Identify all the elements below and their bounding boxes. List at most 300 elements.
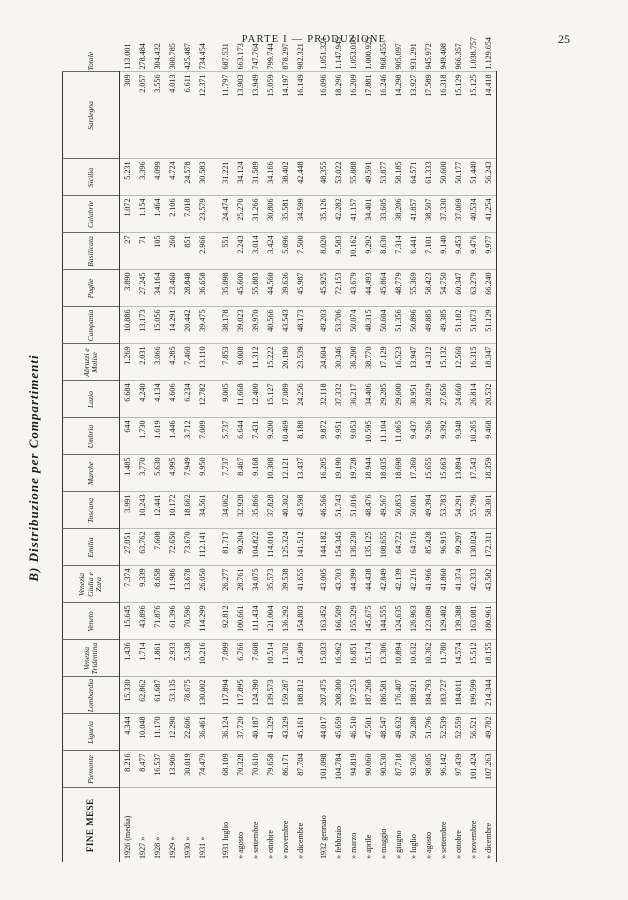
column-header: Calabrie: [63, 196, 120, 233]
table-cell: 48.779: [391, 270, 406, 307]
column-header: Lazio: [63, 381, 120, 418]
table-cell: 48.547: [376, 714, 391, 751]
table-cell: 63.279: [466, 270, 481, 307]
table-cell: 24.604: [316, 344, 331, 381]
table-cell: 41.374: [451, 566, 466, 603]
table-cell: 125.324: [278, 529, 293, 566]
table-cell: 108.655: [376, 529, 391, 566]
column-header: Sicilia: [63, 159, 120, 196]
page-number: 25: [558, 32, 570, 46]
table-cell: 53.022: [331, 159, 346, 196]
table-cell: 10.162: [346, 233, 361, 270]
table-cell: 43.543: [278, 307, 293, 344]
table-cell: 4.134: [150, 381, 165, 418]
table-cell: 10.265: [466, 418, 481, 455]
table-cell: 90.060: [361, 751, 376, 788]
table-cell: 39.023: [233, 307, 248, 344]
table-cell: 107.263: [481, 751, 497, 788]
table-cell: 92.812: [218, 603, 233, 640]
row-label: » giugno: [391, 788, 406, 862]
table-cell: 2.243: [233, 233, 248, 270]
table-cell: 34.166: [263, 159, 278, 196]
table-cell: 208.300: [331, 677, 346, 714]
table-cell: 126.963: [406, 603, 421, 640]
table-cell: 1.269: [120, 344, 136, 381]
table-cell: 12.371: [195, 72, 210, 159]
table-cell: 3.424: [263, 233, 278, 270]
table-cell: 16.246: [376, 72, 391, 159]
table-cell: 18.698: [391, 455, 406, 492]
table-cell: 55.369: [406, 270, 421, 307]
table-cell: 9.200: [263, 418, 278, 455]
table-cell: 2.106: [165, 196, 180, 233]
table-cell: 64.716: [406, 529, 421, 566]
table-cell: 8.477: [135, 751, 150, 788]
table-cell: 43.598: [293, 492, 308, 529]
table-cell: 45.987: [293, 270, 308, 307]
table-row: » settembre 70.610 40.187 124.390 7.608 111.434 34.075 104.822 35.866 9.168 7.431 12.400 11.312 39.970 55.883 3.014 31.266 31.589 13.949 747.764: [248, 72, 263, 862]
table-cell: 52.559: [451, 714, 466, 751]
table-cell: 11.702: [278, 640, 293, 677]
table-cell: 41.857: [406, 196, 421, 233]
table-cell: 14.197: [278, 72, 293, 159]
table-cell: 144.555: [376, 603, 391, 640]
table-cell: 25.270: [233, 196, 248, 233]
table-cell: 12.560: [451, 344, 466, 381]
table-cell: 10.172: [165, 492, 180, 529]
table-cell: 37.069: [451, 196, 466, 233]
table-row: » aprile 90.060 47.501 187.268 15.174 145.675 44.438 135.125 48.476 18.944 10.595 34.406 38.770 48.315 44.493 9.292 34.401 49.591 17.881 1.000.925: [361, 72, 376, 862]
table-cell: 2.031: [135, 344, 150, 381]
table-cell: 93.706: [406, 751, 421, 788]
table-cell: 15.655: [421, 455, 436, 492]
row-label: 1926 (media): [120, 788, 136, 862]
table-cell: 15.059: [263, 72, 278, 159]
table-cell: 52.539: [436, 714, 451, 751]
table-cell: 8.216: [120, 751, 136, 788]
table-cell: 39.970: [248, 307, 263, 344]
table-row: » ottobre 97.439 52.559 184.011 14.574 139.388 41.374 99.297 54.291 13.894 9.348 24.660 12.560 51.182 60.347 9.453 37.069 50.177 15.129 966.357: [451, 72, 466, 862]
table-row: » ottobre 79.658 41.329 139.573 10.514 121.004 35.573 114.010 37.828 10.308 9.200 15.127 15.222 40.566 44.560 3.424 30.806 34.166 15.059 799.744: [263, 72, 278, 862]
row-label: 1931 luglio: [218, 788, 233, 862]
table-cell: 40.302: [278, 492, 293, 529]
table-cell: 41.329: [263, 714, 278, 751]
table-row: 1932 gennaio 101.098 44.017 207.475 15.033 163.452 43.005 144.182 46.566 16.205 9.872 32.118 24.604 49.203 45.925 8.020 35.126 48.355 16.096 1.051.321: [316, 72, 331, 862]
table-cell: 4.240: [135, 381, 150, 418]
table-cell: 44.438: [361, 566, 376, 603]
row-label: » settembre: [436, 788, 451, 862]
table-cell: 4.344: [120, 714, 136, 751]
table-cell: 5.231: [120, 159, 136, 196]
table-cell: 54.750: [436, 270, 451, 307]
column-header: Emilia: [63, 529, 120, 566]
table-cell: 13.110: [195, 344, 210, 381]
row-label: 1930 »: [180, 788, 195, 862]
table-cell: 36.200: [346, 344, 361, 381]
table-cell: 7.853: [218, 344, 233, 381]
table-cell: 71: [135, 233, 150, 270]
table-cell: 42.282: [331, 196, 346, 233]
table-cell: 43.679: [346, 270, 361, 307]
table-row: 1928 » 16.537 11.170 61.687 1.861 71.876 8.658 7.608 12.441 5.630 1.619 4.134 3.066 15.056 34.164 105 1.464 4.099 3.556 304.432: [150, 72, 165, 862]
table-cell: 45.925: [316, 270, 331, 307]
table-cell: 10.514: [263, 640, 278, 677]
table-row: » dicembre 107.263 49.782 214.344 18.155 180.961 43.582 172.311 58.301 18.359 9.468 20.532 18.347 51.129 66.240 9.977 41.254 56.243 14.418 1.129.654: [481, 72, 497, 862]
table-cell: 17.543: [466, 455, 481, 492]
table-row: » marzo 94.819 46.510 197.253 16.851 155.329 44.399 136.230 51.016 19.728 9.053 36.217 36.200 50.074 43.679 10.162 41.157 55.888 16.209 1.053.016: [346, 72, 361, 862]
table-cell: 27.245: [135, 270, 150, 307]
table-cell: 34.124: [233, 159, 248, 196]
row-label: 1929 »: [165, 788, 180, 862]
table-cell: 163.081: [466, 603, 481, 640]
table-cell: 50.288: [406, 714, 421, 751]
table-cell: 11.104: [376, 418, 391, 455]
table-cell: 172.311: [481, 529, 497, 566]
table-cell: 58.423: [421, 270, 436, 307]
column-header: Liguria: [63, 714, 120, 751]
table-cell: 644: [120, 418, 136, 455]
table-cell: 1.436: [120, 640, 136, 677]
table-cell: 15.056: [150, 307, 165, 344]
table-cell: 66.240: [481, 270, 497, 307]
table-cell: 78.675: [180, 677, 195, 714]
table-cell: 6.644: [233, 418, 248, 455]
table-cell: 16.315: [466, 344, 481, 381]
table-cell: 70.328: [233, 751, 248, 788]
column-header: Abruzzi e Molise: [63, 344, 120, 381]
table-cell: 1.861: [150, 640, 165, 677]
table-cell: 100.661: [233, 603, 248, 640]
table-cell: 17.129: [376, 344, 391, 381]
table-cell: 154.345: [331, 529, 346, 566]
table-row: 1931 luglio 68.109 36.124 117.894 7.099 92.812 26.277 81.717 34.062 7.737 5.737 9.005 7.853 38.178 35.098 551 24.474 31.221 11.797 687.531: [218, 72, 233, 862]
table-cell: 16.962: [331, 640, 346, 677]
table-cell: 37.828: [263, 492, 278, 529]
table-cell: 139.573: [263, 677, 278, 714]
table-cell: 34.401: [361, 196, 376, 233]
table-cell: 49.567: [376, 492, 391, 529]
table-cell: 11.986: [165, 566, 180, 603]
table-cell: 129.402: [436, 603, 451, 640]
table-cell: 9.168: [248, 455, 263, 492]
table-cell: 45.161: [293, 714, 308, 751]
table-cell: 60.347: [451, 270, 466, 307]
table-cell: 10.894: [391, 640, 406, 677]
table-cell: 187.268: [361, 677, 376, 714]
table-cell: 13.437: [293, 455, 308, 492]
table-cell: 49.385: [436, 307, 451, 344]
table-cell: 56.521: [466, 714, 481, 751]
table-cell: 44.399: [346, 566, 361, 603]
table-cell: 309: [120, 72, 136, 159]
table-cell: 9.951: [331, 418, 346, 455]
table-cell: 23.579: [195, 196, 210, 233]
table-cell: 13.906: [165, 751, 180, 788]
table-cell: 101.098: [316, 751, 331, 788]
row-label: » novembre: [466, 788, 481, 862]
running-head-title: PARTE I — PRODUZIONE: [241, 34, 387, 45]
table-cell: 16.205: [316, 455, 331, 492]
table-cell: 130.024: [466, 529, 481, 566]
table-cell: 8.630: [376, 233, 391, 270]
table-cell: 7.431: [248, 418, 263, 455]
table-cell: 11.780: [436, 640, 451, 677]
table-cell: 3.556: [150, 72, 165, 159]
row-label: » ottobre: [451, 788, 466, 862]
table-row: » agosto 70.328 37.720 117.895 6.766 100.661 28.761 90.204 32.928 8.467 6.644 11.668 9.008 39.023 45.600 2.243 25.270 34.124 13.903 663.173: [233, 72, 248, 862]
table-cell: 98.605: [421, 751, 436, 788]
table-cell: 14.312: [421, 344, 436, 381]
table-cell: 135.125: [361, 529, 376, 566]
table-cell: 12.441: [150, 492, 165, 529]
table-cell: 38.402: [278, 159, 293, 196]
table-cell: 23.460: [165, 270, 180, 307]
table-cell: 14.574: [451, 640, 466, 677]
table-cell: 9.437: [406, 418, 421, 455]
table-cell: 141.512: [293, 529, 308, 566]
table-cell: 183.727: [436, 677, 451, 714]
table-cell: 43.896: [135, 603, 150, 640]
table-cell: 34.075: [248, 566, 263, 603]
table-cell: 19.190: [331, 455, 346, 492]
table-cell: 15.222: [263, 344, 278, 381]
table-cell: 12.400: [248, 381, 263, 418]
table-cell: 18.035: [376, 455, 391, 492]
row-label: » aprile: [361, 788, 376, 862]
table-cell: 32.928: [233, 492, 248, 529]
row-label: » luglio: [406, 788, 421, 862]
table-cell: 4.285: [165, 344, 180, 381]
table-cell: 17.589: [421, 72, 436, 159]
column-header: Basilicata: [63, 233, 120, 270]
table-cell: 15.132: [436, 344, 451, 381]
table-cell: 36.461: [195, 714, 210, 751]
table-cell: 13.903: [233, 72, 248, 159]
table-cell: 9.872: [316, 418, 331, 455]
table-cell: 42.448: [293, 159, 308, 196]
row-label: » dicembre: [481, 788, 497, 862]
table-cell: 18.347: [481, 344, 497, 381]
table-cell: 6.611: [180, 72, 195, 159]
table-cell: 112.141: [195, 529, 210, 566]
table-cell: 42.333: [466, 566, 481, 603]
table-cell: 9.977: [481, 233, 497, 270]
group-spacer: [308, 72, 316, 862]
table-cell: 96.915: [436, 529, 451, 566]
table-cell: 43.329: [278, 714, 293, 751]
table-cell: 43.005: [316, 566, 331, 603]
table-cell: 26.814: [466, 381, 481, 418]
table-cell: 14.291: [165, 307, 180, 344]
table-cell: 48.173: [293, 307, 308, 344]
table-cell: 4.995: [165, 455, 180, 492]
table-cell: 7.500: [293, 233, 308, 270]
table-cell: 22.606: [180, 714, 195, 751]
table-cell: 90.530: [376, 751, 391, 788]
table-cell: 9.392: [436, 418, 451, 455]
column-header: Toscana: [63, 492, 120, 529]
table-cell: 3.712: [180, 418, 195, 455]
table-cell: 35.098: [218, 270, 233, 307]
table-cell: 94.819: [346, 751, 361, 788]
table-cell: 4.724: [165, 159, 180, 196]
table-cell: 9.476: [466, 233, 481, 270]
table-cell: 42.849: [376, 566, 391, 603]
table-cell: 4.099: [150, 159, 165, 196]
column-header: Veneto: [63, 603, 120, 640]
table-cell: 38.770: [361, 344, 376, 381]
table-cell: 53.877: [376, 159, 391, 196]
group-spacer: [210, 72, 218, 862]
table-cell: 39.636: [278, 270, 293, 307]
table-cell: 39.475: [195, 307, 210, 344]
table-cell: 9.005: [218, 381, 233, 418]
table-cell: 46.566: [316, 492, 331, 529]
table-cell: 176.407: [391, 677, 406, 714]
table-cell: 47.501: [361, 714, 376, 751]
table-cell: 49.591: [361, 159, 376, 196]
table-cell: 3.890: [120, 270, 136, 307]
table-cell: 70.596: [180, 603, 195, 640]
table-cell: 61.333: [421, 159, 436, 196]
table-cell: 72.650: [165, 529, 180, 566]
table-cell: 37.330: [436, 196, 451, 233]
row-label: 1927 »: [135, 788, 150, 862]
table-cell: 199.599: [466, 677, 481, 714]
table-cell: 117.895: [233, 677, 248, 714]
table-cell: 9.292: [361, 233, 376, 270]
table-cell: 49.394: [421, 492, 436, 529]
table-cell: 7.018: [180, 196, 195, 233]
table-cell: 51.356: [391, 307, 406, 344]
row-label: » ottobre: [263, 788, 278, 862]
table-cell: 184.011: [451, 677, 466, 714]
table-cell: 61.687: [150, 677, 165, 714]
table-cell: 16.851: [346, 640, 361, 677]
column-header: Venezia Giulia e Zara: [63, 566, 120, 603]
table-cell: 18.296: [331, 72, 346, 159]
table-cell: 9.008: [233, 344, 248, 381]
table-cell: 16.149: [293, 72, 308, 159]
table-cell: 37.332: [331, 381, 346, 418]
table-cell: 51.440: [466, 159, 481, 196]
column-header-month: FINE MESE: [63, 788, 120, 862]
table-cell: 2.966: [195, 233, 210, 270]
table-cell: 144.182: [316, 529, 331, 566]
table-cell: 71.876: [150, 603, 165, 640]
table-cell: 4.606: [165, 381, 180, 418]
table-cell: 40.534: [466, 196, 481, 233]
row-label: » dicembre: [293, 788, 308, 862]
table-cell: 13.949: [248, 72, 263, 159]
table-cell: 1.619: [150, 418, 165, 455]
table-cell: 35.573: [263, 566, 278, 603]
table-cell: 15.330: [120, 677, 136, 714]
table-cell: 63.762: [135, 529, 150, 566]
table-cell: 1.464: [150, 196, 165, 233]
table-cell: 15.174: [361, 640, 376, 677]
table-cell: 1.485: [120, 455, 136, 492]
table-cell: 12.290: [165, 714, 180, 751]
table-cell: 7.314: [391, 233, 406, 270]
table-cell: 40.187: [248, 714, 263, 751]
table-cell: 130.002: [195, 677, 210, 714]
table-cell: 17.360: [406, 455, 421, 492]
table-cell: 9.266: [421, 418, 436, 455]
table-cell: 64.722: [391, 529, 406, 566]
table-cell: 11.065: [391, 418, 406, 455]
table-cell: 124.390: [248, 677, 263, 714]
table-cell: 10.595: [361, 418, 376, 455]
table-cell: 56.243: [481, 159, 497, 196]
table-cell: 26.050: [195, 566, 210, 603]
table-row: 1926 (media) 8.216 4.344 15.330 1.436 15.645 7.374 27.051 3.991 1.485 644 6.684 1.269 10.886 3.890 27 1.072 5.231 309 113.001: [120, 72, 136, 862]
row-label: » agosto: [233, 788, 248, 862]
table-cell: 7.089: [195, 418, 210, 455]
table-cell: 24.578: [180, 159, 195, 196]
table-cell: 1.154: [135, 196, 150, 233]
table-cell: 13.173: [135, 307, 150, 344]
table-cell: 30.019: [180, 751, 195, 788]
table-cell: 10.048: [135, 714, 150, 751]
table-cell: 53.783: [436, 492, 451, 529]
table-cell: 11.312: [248, 344, 263, 381]
table-row: » luglio 93.706 50.288 188.921 10.632 126.963 42.216 64.716 50.061 17.360 9.437 30.951 13.947 50.896 55.369 6.441 41.857 64.571 13.927 931.291: [406, 72, 421, 862]
table-cell: 51.129: [481, 307, 497, 344]
row-label: 1928 »: [150, 788, 165, 862]
table-cell: 34.062: [218, 492, 233, 529]
table-cell: 166.509: [331, 603, 346, 640]
table-cell: 11.668: [233, 381, 248, 418]
table-row: » agosto 98.605 51.796 184.793 10.362 123.098 41.966 85.428 49.394 15.655 9.266 28.029 14.312 49.885 58.423 7.101 38.507 61.333 17.589 945.972: [421, 72, 436, 862]
table-cell: 61.396: [165, 603, 180, 640]
table-cell: 8.188: [293, 418, 308, 455]
table-cell: 10.362: [421, 640, 436, 677]
table-cell: 7.608: [248, 640, 263, 677]
table-cell: 13.678: [180, 566, 195, 603]
row-label: » maggio: [376, 788, 391, 862]
table-row: » febbraio 104.784 45.659 208.300 16.962 166.509 43.703 154.345 51.743 19.190 9.951 37.332 30.346 53.706 72.153 9.583 42.282 53.022 18.296 1.147.945: [331, 72, 346, 862]
table-cell: 45.864: [376, 270, 391, 307]
table-cell: 49.782: [481, 714, 497, 751]
column-header: Umbria: [63, 418, 120, 455]
table-cell: 16.523: [391, 344, 406, 381]
table-cell: 31.221: [218, 159, 233, 196]
table-cell: 99.297: [451, 529, 466, 566]
table-cell: 58.185: [391, 159, 406, 196]
row-label: » febbraio: [331, 788, 346, 862]
table-cell: 145.675: [361, 603, 376, 640]
table-cell: 86.171: [278, 751, 293, 788]
table-cell: 53.706: [331, 307, 346, 344]
table-cell: 30.806: [263, 196, 278, 233]
table-cell: 180.961: [481, 603, 497, 640]
table-cell: 70.610: [248, 751, 263, 788]
table-cell: 101.424: [466, 751, 481, 788]
table-cell: 114.010: [263, 529, 278, 566]
table-cell: 28.761: [233, 566, 248, 603]
table-cell: 79.658: [263, 751, 278, 788]
table-cell: 10.216: [195, 640, 210, 677]
table-cell: 10.886: [120, 307, 136, 344]
row-label: » settembre: [248, 788, 263, 862]
table-row: 1929 » 13.906 12.290 53.135 2.933 61.396 11.986 72.650 10.172 4.995 1.446 4.606 4.285 14.291 23.460 260 2.106 4.724 4.013 300.785: [165, 72, 180, 862]
table-cell: 18.155: [481, 640, 497, 677]
table-row: » novembre 86.171 43.329 159.287 11.702 136.292 39.538 125.324 40.302 12.121 10.469 17.089 20.190 43.543 39.636 5.096 35.581 38.402 14.197 878.297: [278, 72, 293, 862]
table-cell: 29.600: [391, 381, 406, 418]
column-header: Puglie: [63, 270, 120, 307]
table-cell: 49.203: [316, 307, 331, 344]
